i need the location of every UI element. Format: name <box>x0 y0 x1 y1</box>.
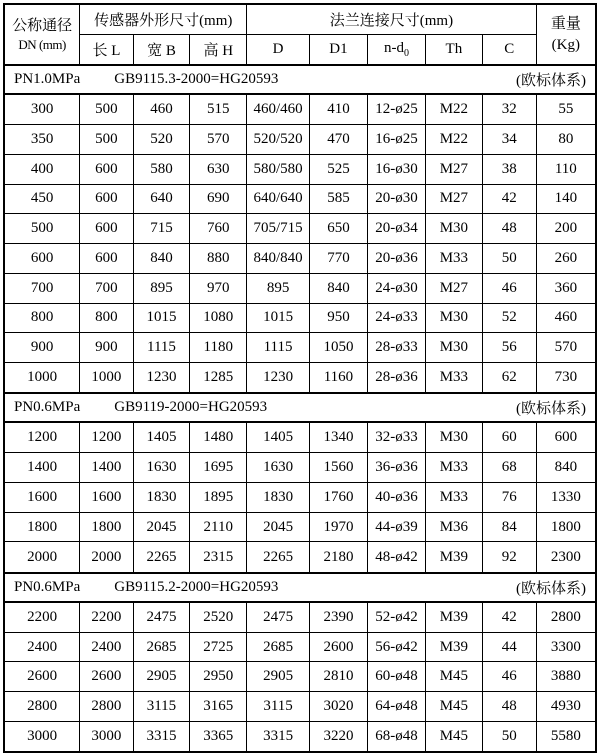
cell: 110 <box>536 154 596 184</box>
cell: 40-ø36 <box>367 482 425 512</box>
cell: 32-ø33 <box>367 422 425 453</box>
cell: 600 <box>536 422 596 453</box>
header-height: 高 H <box>190 34 247 65</box>
table-row <box>4 94 596 125</box>
cell: 1230 <box>133 363 190 394</box>
cell: 2200 <box>80 602 133 633</box>
cell: 2200 <box>4 602 80 633</box>
cell: 44-ø39 <box>367 512 425 542</box>
cell: 92 <box>482 542 536 573</box>
cell: 1695 <box>190 453 247 483</box>
table-row <box>4 482 596 512</box>
cell: 1970 <box>309 512 367 542</box>
cell: 84 <box>482 512 536 542</box>
cell: 2810 <box>309 662 367 692</box>
cell: 730 <box>536 363 596 394</box>
cell: 140 <box>536 184 596 214</box>
cell: 3220 <box>309 721 367 752</box>
cell: 2905 <box>133 662 190 692</box>
table-row <box>4 632 596 662</box>
cell: M33 <box>425 363 482 394</box>
cell: M30 <box>425 422 482 453</box>
cell: 460 <box>536 303 596 333</box>
cell: 1405 <box>133 422 190 453</box>
cell: 515 <box>190 94 247 125</box>
header-nd0-base: n-d <box>383 39 404 56</box>
header-d: D <box>247 34 310 65</box>
section-pressure-rating: PN0.6MPa <box>14 578 81 595</box>
cell: 52-ø42 <box>367 602 425 633</box>
section-line <box>5 69 595 90</box>
cell: M30 <box>425 214 482 244</box>
section-line <box>5 577 595 598</box>
cell: 4930 <box>536 692 596 722</box>
cell: 760 <box>190 214 247 244</box>
cell: M22 <box>425 94 482 125</box>
cell: 28-ø36 <box>367 363 425 394</box>
table-row <box>4 453 596 483</box>
cell: 16-ø25 <box>367 125 425 155</box>
cell: 1115 <box>247 333 310 363</box>
cell: 500 <box>4 214 80 244</box>
cell: 525 <box>309 154 367 184</box>
cell: 500 <box>80 94 133 125</box>
cell: 880 <box>190 244 247 274</box>
cell: 3020 <box>309 692 367 722</box>
cell: 640 <box>133 184 190 214</box>
cell: 650 <box>309 214 367 244</box>
cell: 895 <box>133 273 190 303</box>
section-standard-code: GB9119-2000=HG20593 <box>114 399 268 416</box>
cell: 2000 <box>4 542 80 573</box>
cell: 48-ø42 <box>367 542 425 573</box>
cell: M30 <box>425 303 482 333</box>
cell: 48 <box>482 214 536 244</box>
cell: 460/460 <box>247 94 310 125</box>
header-dn <box>4 4 80 65</box>
section-cell <box>4 573 596 602</box>
cell: 900 <box>4 333 80 363</box>
header-weight <box>536 4 596 65</box>
cell: 1230 <box>247 363 310 394</box>
table-row <box>4 363 596 394</box>
cell: M33 <box>425 453 482 483</box>
cell: 1405 <box>247 422 310 453</box>
table-row <box>4 602 596 633</box>
cell: 585 <box>309 184 367 214</box>
cell: 2300 <box>536 542 596 573</box>
section-system-note: (欧标体系) <box>516 73 586 89</box>
cell: 1400 <box>4 453 80 483</box>
cell: 300 <box>4 94 80 125</box>
section-row <box>4 65 596 94</box>
section-pressure-rating: PN1.0MPa <box>14 71 81 87</box>
cell: 1800 <box>536 512 596 542</box>
cell: 60 <box>482 422 536 453</box>
cell: 2800 <box>4 692 80 722</box>
cell: 1630 <box>247 453 310 483</box>
cell: 2475 <box>133 602 190 633</box>
cell: 1760 <box>309 482 367 512</box>
cell: 470 <box>309 125 367 155</box>
cell: M39 <box>425 632 482 662</box>
cell: 34 <box>482 125 536 155</box>
cell: 1600 <box>4 482 80 512</box>
section-row <box>4 393 596 422</box>
cell: 60-ø48 <box>367 662 425 692</box>
cell: 450 <box>4 184 80 214</box>
header-nd0-sub: 0 <box>403 47 409 59</box>
cell: 50 <box>482 721 536 752</box>
cell: 700 <box>4 273 80 303</box>
section-cell <box>4 65 596 94</box>
header-group-sensor: 传感器外形尺寸(mm) <box>80 4 247 34</box>
cell: 1830 <box>133 482 190 512</box>
cell: 900 <box>80 333 133 363</box>
cell: 2045 <box>133 512 190 542</box>
cell: 2520 <box>190 602 247 633</box>
cell: 2685 <box>247 632 310 662</box>
cell: 20-ø36 <box>367 244 425 274</box>
cell: 2800 <box>80 692 133 722</box>
cell: 12-ø25 <box>367 94 425 125</box>
cell: 80 <box>536 125 596 155</box>
table-row <box>4 542 596 573</box>
header-length: 长 L <box>80 34 133 65</box>
cell: 705/715 <box>247 214 310 244</box>
cell: 600 <box>80 214 133 244</box>
cell: 56 <box>482 333 536 363</box>
header-th: Th <box>425 34 482 65</box>
table-row <box>4 214 596 244</box>
table-row <box>4 303 596 333</box>
cell: 1330 <box>536 482 596 512</box>
cell: 1285 <box>190 363 247 394</box>
header-nd0 <box>367 34 425 65</box>
cell: M45 <box>425 721 482 752</box>
cell: 500 <box>80 125 133 155</box>
cell: 260 <box>536 244 596 274</box>
table-row <box>4 333 596 363</box>
section-system-note: (欧标体系) <box>516 580 586 597</box>
cell: 3365 <box>190 721 247 752</box>
cell: 28-ø33 <box>367 333 425 363</box>
cell: 2390 <box>309 602 367 633</box>
cell: 520 <box>133 125 190 155</box>
table-row <box>4 125 596 155</box>
table-row <box>4 662 596 692</box>
cell: 38 <box>482 154 536 184</box>
section-standard-code: GB9115.3-2000=HG20593 <box>114 71 279 87</box>
cell: 5580 <box>536 721 596 752</box>
cell: 2265 <box>133 542 190 573</box>
cell: 1400 <box>80 453 133 483</box>
cell: 600 <box>80 154 133 184</box>
cell: M27 <box>425 184 482 214</box>
header-weight-unit: (Kg) <box>551 36 580 53</box>
cell: 360 <box>536 273 596 303</box>
header-weight-label: 重量 <box>550 16 581 33</box>
cell: 700 <box>80 273 133 303</box>
cell: 1000 <box>80 363 133 394</box>
section-cell <box>4 393 596 422</box>
table-row <box>4 422 596 453</box>
cell: 68 <box>482 453 536 483</box>
cell: 200 <box>536 214 596 244</box>
header-dn-label: 公称通径 <box>12 17 73 34</box>
cell: 460 <box>133 94 190 125</box>
cell: 1630 <box>133 453 190 483</box>
header-c: C <box>482 34 536 65</box>
cell: 2685 <box>133 632 190 662</box>
cell: 44 <box>482 632 536 662</box>
cell: 20-ø34 <box>367 214 425 244</box>
cell: 48 <box>482 692 536 722</box>
cell: 42 <box>482 602 536 633</box>
cell: 3000 <box>80 721 133 752</box>
cell: 64-ø48 <box>367 692 425 722</box>
header-d1: D1 <box>309 34 367 65</box>
cell: 3300 <box>536 632 596 662</box>
cell: 520/520 <box>247 125 310 155</box>
cell: 52 <box>482 303 536 333</box>
cell: 950 <box>309 303 367 333</box>
header-width: 宽 B <box>133 34 190 65</box>
dimension-table <box>3 3 597 753</box>
cell: 24-ø30 <box>367 273 425 303</box>
cell: 3165 <box>190 692 247 722</box>
cell: 2265 <box>247 542 310 573</box>
cell: M22 <box>425 125 482 155</box>
cell: 800 <box>80 303 133 333</box>
header-group-flange: 法兰连接尺寸(mm) <box>247 4 536 34</box>
cell: 600 <box>80 184 133 214</box>
cell: 2110 <box>190 512 247 542</box>
cell: 3315 <box>133 721 190 752</box>
cell: 76 <box>482 482 536 512</box>
cell: 2315 <box>190 542 247 573</box>
cell: 1200 <box>80 422 133 453</box>
cell: 1050 <box>309 333 367 363</box>
cell: 46 <box>482 662 536 692</box>
cell: 840 <box>309 273 367 303</box>
cell: M27 <box>425 273 482 303</box>
cell: M33 <box>425 244 482 274</box>
table-row <box>4 692 596 722</box>
cell: 1015 <box>247 303 310 333</box>
cell: 50 <box>482 244 536 274</box>
cell: 2725 <box>190 632 247 662</box>
cell: 1830 <box>247 482 310 512</box>
cell: 1000 <box>4 363 80 394</box>
cell: 600 <box>80 244 133 274</box>
cell: 2400 <box>80 632 133 662</box>
cell: 2400 <box>4 632 80 662</box>
cell: 1895 <box>190 482 247 512</box>
cell: M39 <box>425 542 482 573</box>
cell: 1340 <box>309 422 367 453</box>
cell: 32 <box>482 94 536 125</box>
cell: 630 <box>190 154 247 184</box>
section-pressure-rating: PN0.6MPa <box>14 399 81 416</box>
cell: 20-ø30 <box>367 184 425 214</box>
cell: 1600 <box>80 482 133 512</box>
table-header <box>4 4 596 65</box>
cell: 1180 <box>190 333 247 363</box>
table-row <box>4 154 596 184</box>
cell: 2905 <box>247 662 310 692</box>
header-row-groups <box>4 4 596 34</box>
cell: M33 <box>425 482 482 512</box>
cell: 2180 <box>309 542 367 573</box>
cell: 2800 <box>536 602 596 633</box>
cell: 1480 <box>190 422 247 453</box>
table-row <box>4 244 596 274</box>
header-row-columns <box>4 34 596 65</box>
cell: 2950 <box>190 662 247 692</box>
cell: 895 <box>247 273 310 303</box>
cell: 68-ø48 <box>367 721 425 752</box>
table-body <box>4 65 596 752</box>
cell: M39 <box>425 602 482 633</box>
cell: 56-ø42 <box>367 632 425 662</box>
cell: 840 <box>133 244 190 274</box>
cell: 55 <box>536 94 596 125</box>
cell: M30 <box>425 333 482 363</box>
cell: 2000 <box>80 542 133 573</box>
cell: 840 <box>536 453 596 483</box>
cell: 640/640 <box>247 184 310 214</box>
section-standard-code: GB9115.2-2000=HG20593 <box>114 578 279 595</box>
cell: 3315 <box>247 721 310 752</box>
cell: 2600 <box>309 632 367 662</box>
cell: 1160 <box>309 363 367 394</box>
cell: 570 <box>190 125 247 155</box>
cell: 62 <box>482 363 536 394</box>
cell: 3115 <box>247 692 310 722</box>
header-dn-unit: DN (mm) <box>18 36 66 52</box>
section-system-note: (欧标体系) <box>516 401 586 418</box>
cell: M27 <box>425 154 482 184</box>
cell: 2600 <box>4 662 80 692</box>
section-line <box>5 397 595 418</box>
cell: M36 <box>425 512 482 542</box>
cell: 970 <box>190 273 247 303</box>
cell: 1800 <box>4 512 80 542</box>
cell: 1015 <box>133 303 190 333</box>
cell: 3880 <box>536 662 596 692</box>
cell: 410 <box>309 94 367 125</box>
cell: 2045 <box>247 512 310 542</box>
cell: 840/840 <box>247 244 310 274</box>
cell: 800 <box>4 303 80 333</box>
cell: 2600 <box>80 662 133 692</box>
cell: 1560 <box>309 453 367 483</box>
cell: 1800 <box>80 512 133 542</box>
cell: 3115 <box>133 692 190 722</box>
cell: 24-ø33 <box>367 303 425 333</box>
section-row <box>4 573 596 602</box>
cell: 16-ø30 <box>367 154 425 184</box>
cell: 3000 <box>4 721 80 752</box>
cell: 350 <box>4 125 80 155</box>
cell: 42 <box>482 184 536 214</box>
cell: 580/580 <box>247 154 310 184</box>
table-row <box>4 184 596 214</box>
cell: M45 <box>425 662 482 692</box>
cell: 690 <box>190 184 247 214</box>
cell: 2475 <box>247 602 310 633</box>
cell: 770 <box>309 244 367 274</box>
cell: 1115 <box>133 333 190 363</box>
cell: 36-ø36 <box>367 453 425 483</box>
table-row <box>4 512 596 542</box>
cell: 715 <box>133 214 190 244</box>
cell: 570 <box>536 333 596 363</box>
cell: 46 <box>482 273 536 303</box>
cell: 580 <box>133 154 190 184</box>
cell: 600 <box>4 244 80 274</box>
table-row <box>4 273 596 303</box>
cell: 400 <box>4 154 80 184</box>
cell: M45 <box>425 692 482 722</box>
table-row <box>4 721 596 752</box>
cell: 1080 <box>190 303 247 333</box>
cell: 1200 <box>4 422 80 453</box>
